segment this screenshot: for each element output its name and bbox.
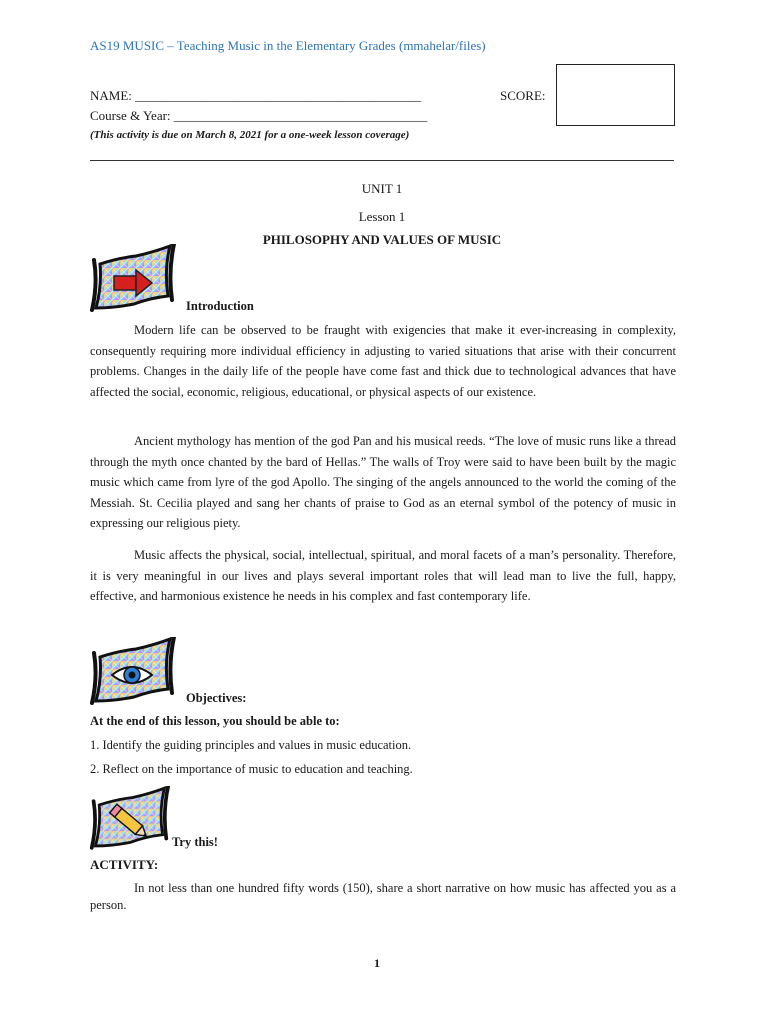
- divider-line: [90, 160, 674, 161]
- intro-paragraph-2: Ancient mythology has mention of the god Pan and his musical reeds. “The love of music runs like a thread through the myth once chanted by the bard of Hellas.” The walls of Troy were said to have been built by the magic music which came from lyre of the god Apollo. The singing of the angels announced to the world the coming of the Messiah. St. Cecilia played and sang her chants of praise to God as an eternal symbol of the potency of music in expressing our religious piety.: [90, 434, 676, 531]
- course-year-field[interactable]: Course & Year: _______________________________________: [90, 108, 428, 123]
- arrow-banner-icon: [88, 244, 176, 312]
- score-label: SCORE:: [500, 88, 546, 103]
- lesson-title: PHILOSOPHY AND VALUES OF MUSIC: [262, 232, 502, 247]
- objective-item-2: 2. Reflect on the importance of music to education and teaching.: [90, 762, 413, 776]
- activity-label: ACTIVITY:: [90, 857, 159, 872]
- name-field[interactable]: NAME: ____________________________________________: [90, 88, 422, 103]
- activity-text: In not less than one hundred fifty words (150), share a short narrative on how music has affected you as a person.: [90, 881, 676, 912]
- eye-banner-icon: [88, 637, 176, 705]
- objectives-lead: At the end of this lesson, you should be able to:: [90, 714, 340, 728]
- lesson-heading: Lesson 1: [358, 209, 406, 224]
- due-note: (This activity is due on March 8, 2021 for a one-week lesson coverage): [90, 129, 410, 141]
- intro-paragraph-3: Music affects the physical, social, intellectual, spiritual, and moral facets of a man’s personality. Therefore, it is very meaningful in our lives and plays several important roles that will lead man to live the full, happy, effective, and harmonious existence he needs in his complex and fast contemporary life.: [90, 548, 676, 604]
- page-number: 1: [374, 956, 380, 970]
- introduction-heading: Introduction: [186, 299, 254, 313]
- pencil-banner-icon: [88, 786, 170, 850]
- try-this-heading: Try this!: [172, 835, 218, 849]
- unit-heading: UNIT 1: [361, 181, 403, 196]
- course-header: AS19 MUSIC – Teaching Music in the Elementary Grades (mmahelar/files): [90, 38, 486, 53]
- score-box[interactable]: [556, 64, 675, 126]
- intro-paragraph-1: Modern life can be observed to be fraught with exigencies that make it ever-increasing in complexity, consequently requiring more individual efficiency in adjusting to varied situations that arise with their concurrent problems. Changes in the daily life of the people have come fast and thick due to technological advances that have affected the social, economic, religious, educational, or physical aspects of our existence.: [90, 323, 676, 399]
- objectives-heading: Objectives:: [186, 691, 247, 705]
- objective-item-1: 1. Identify the guiding principles and values in music education.: [90, 738, 412, 752]
